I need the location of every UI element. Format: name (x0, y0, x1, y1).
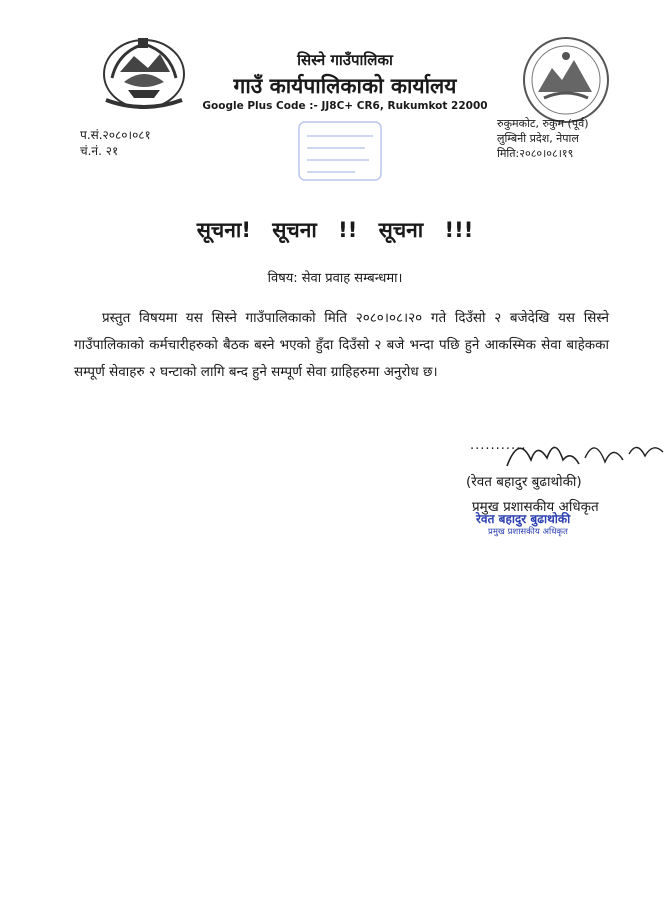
nepal-emblem-icon (98, 32, 190, 112)
letter-date: मिति:२०८०।०८।१९ (497, 147, 574, 160)
seal-title: प्रमुख प्रशासकीय अधिकृत (488, 527, 568, 537)
notice-body: प्रस्तुत विषयमा यस सिस्ने गाउँपालिकाको मिति २०८०।०८।२० गते दिउँसो २ बजेदेखि यस सिस्ने गाउँपालिकाको कर्मचारीहरुको बैठक बस्ने भएको हुँदा दिउँसो २ बजे भन्दा पछि हुने आकस्मिक सेवा बाहेकका सम्पूर्ण सेवाहरु २ घन्टाको लागि बन्द हुने सम्पूर्ण सेवा ग्राहिहरुमा अनुरोध छ। (74, 310, 609, 380)
municipality-logo-icon (520, 34, 612, 126)
reference-block (80, 127, 151, 159)
office-stamp-icon (295, 118, 385, 184)
plus-code: Google Plus Code :- JJ8C+ CR6, Rukumkot 22000 (202, 100, 488, 112)
signatory-name: (रेवत बहादुर बुढाथोकी) (466, 474, 582, 490)
signatory-title: प्रमुख प्रशासकीय अधिकृत (472, 499, 599, 515)
signature-line: ........... (470, 438, 527, 453)
seal-name: रेवत बहादुर बुढाथोकी (476, 512, 571, 526)
address-line-1: रुकुमकोट, रुकुम (पूर्व) (497, 117, 589, 130)
address-block (497, 116, 589, 161)
dispatch-number: चं.नं. २१ (80, 144, 119, 158)
municipality-name: सिस्ने गाउँपालिका (297, 51, 393, 69)
notice-title: सूचना! सूचना !! सूचना !!! (196, 218, 474, 242)
office-name: गाउँ कार्यपालिकाको कार्यालय (233, 74, 457, 98)
letter-number: प.सं.२०८०।०८१ (80, 128, 151, 142)
notice-subject: विषय: सेवा प्रवाह सम्बन्धमा। (267, 271, 403, 286)
address-line-2: लुम्बिनी प्रदेश, नेपाल (497, 132, 579, 145)
